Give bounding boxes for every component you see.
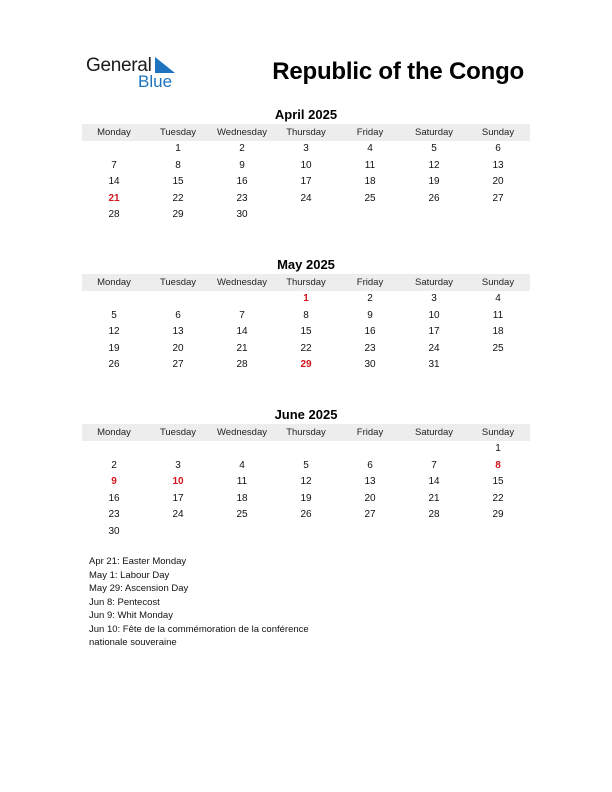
day-cell [210, 441, 274, 458]
day-cell [274, 441, 338, 458]
weekday-label: Tuesday [159, 427, 197, 438]
weekday-label: Tuesday [159, 277, 197, 288]
day-cell: 30 [364, 359, 376, 370]
day-cell: 4 [367, 143, 373, 154]
day-cell: 16 [108, 492, 120, 504]
day-cell: 28 [236, 359, 248, 370]
weekday-label: Wednesday [217, 427, 267, 438]
weekday-label: Friday [356, 427, 384, 438]
day-cell [402, 441, 466, 458]
day-cell: 25 [236, 509, 248, 520]
day-cell: 18 [492, 326, 504, 337]
day-cell [274, 524, 338, 541]
day-cell: 27 [172, 359, 184, 370]
day-cell: 20 [364, 492, 376, 504]
weekday-label: Saturday [414, 127, 454, 138]
day-cell: 28 [428, 509, 440, 520]
day-cell: 3 [175, 459, 181, 471]
day-cell: 15 [172, 176, 184, 187]
day-cell: 3 [303, 143, 309, 154]
day-cell: 2 [239, 143, 245, 154]
week-row [82, 291, 530, 308]
logo-general-text: General [86, 55, 152, 76]
day-cell: 26 [108, 359, 120, 370]
day-cell: 6 [175, 309, 181, 321]
day-cell [146, 441, 210, 458]
week-row [82, 324, 530, 341]
day-cell: 6 [495, 143, 501, 154]
holiday-day-cell: 8 [495, 459, 501, 471]
day-cell: 23 [364, 342, 376, 354]
day-cell [146, 524, 210, 541]
weekday-label: Saturday [414, 277, 454, 288]
day-cell: 23 [236, 192, 248, 204]
day-cell: 14 [428, 476, 440, 487]
day-cell: 14 [108, 176, 120, 187]
holiday-notes [89, 555, 349, 650]
weekday-label: Friday [356, 277, 384, 288]
day-cell: 8 [303, 309, 309, 321]
day-cell: 6 [367, 459, 373, 471]
weekday-label: Wednesday [217, 277, 267, 288]
day-cell: 26 [300, 509, 312, 520]
day-cell: 30 [236, 209, 248, 220]
weekday-label: Wednesday [217, 127, 267, 138]
holiday-day-cell: 21 [108, 192, 120, 204]
week-row [82, 507, 530, 524]
week-row [82, 174, 530, 191]
logo-blue-text: Blue [138, 72, 173, 91]
day-cell: 7 [239, 309, 245, 321]
weekday-label: Sunday [481, 277, 515, 288]
day-cell [466, 357, 530, 374]
day-cell [466, 207, 530, 224]
day-cell [274, 207, 338, 224]
holiday-note: Jun 10: Fête de la commémoration de la conférence nationale souveraine [89, 623, 309, 648]
day-cell: 5 [431, 143, 437, 154]
holiday-note: Jun 9: Whit Monday [89, 610, 173, 621]
weekday-label: Sunday [481, 127, 515, 138]
day-cell: 24 [172, 509, 184, 520]
day-cell: 18 [236, 492, 248, 504]
day-cell: 15 [492, 476, 504, 487]
week-row [82, 474, 530, 491]
day-cell [466, 524, 530, 541]
day-cell: 1 [495, 443, 501, 454]
weekday-label: Monday [97, 127, 131, 138]
holiday-note: Jun 8: Pentecost [89, 596, 160, 608]
month-calendar [82, 106, 530, 224]
day-cell: 23 [108, 509, 120, 520]
weekday-label: Tuesday [159, 127, 197, 138]
week-row [82, 441, 530, 458]
day-cell: 12 [108, 326, 120, 337]
day-cell: 4 [239, 459, 245, 471]
generalblue-logo [86, 55, 186, 95]
day-cell: 17 [300, 176, 312, 187]
week-row [82, 341, 530, 358]
day-cell: 10 [300, 159, 312, 171]
day-cell: 14 [236, 326, 248, 337]
day-cell: 29 [492, 509, 504, 520]
holiday-note: May 1: Labour Day [89, 569, 170, 581]
day-cell: 27 [492, 192, 504, 204]
day-cell: 20 [172, 342, 184, 354]
day-cell: 17 [172, 492, 184, 504]
holiday-note: Apr 21: Easter Monday [89, 556, 187, 567]
holiday-day-cell: 29 [300, 359, 312, 370]
day-cell [338, 207, 402, 224]
day-cell: 19 [108, 342, 120, 354]
day-cell: 28 [108, 209, 120, 220]
day-cell: 25 [492, 342, 504, 354]
day-cell [146, 291, 210, 308]
holiday-day-cell: 9 [111, 476, 117, 487]
month-title: May 2025 [277, 257, 335, 272]
week-row [82, 308, 530, 325]
day-cell: 31 [428, 359, 440, 370]
day-cell: 24 [300, 192, 312, 204]
day-cell: 8 [175, 159, 181, 171]
week-row [82, 491, 530, 508]
day-cell [210, 291, 274, 308]
month-calendar [82, 406, 530, 540]
holiday-day-cell: 1 [303, 293, 309, 304]
day-cell: 7 [111, 159, 117, 171]
day-cell: 20 [492, 176, 504, 187]
weekday-label: Thursday [286, 127, 326, 138]
month-calendar [82, 256, 530, 374]
day-cell: 22 [172, 192, 184, 204]
month-title: April 2025 [274, 107, 338, 122]
day-cell: 27 [364, 509, 376, 520]
weekday-header-row [82, 124, 530, 141]
weekday-label: Thursday [286, 427, 326, 438]
day-cell: 22 [492, 492, 504, 504]
day-cell: 5 [111, 309, 117, 321]
day-cell: 9 [239, 159, 245, 171]
weekday-label: Monday [97, 277, 131, 288]
day-cell: 11 [236, 476, 248, 487]
day-cell: 11 [492, 309, 504, 321]
day-cell: 12 [300, 476, 312, 487]
day-cell: 13 [172, 326, 184, 337]
day-cell: 4 [495, 293, 501, 304]
day-cell: 2 [111, 459, 117, 471]
day-cell [338, 524, 402, 541]
day-cell: 24 [428, 342, 440, 354]
day-cell: 10 [428, 309, 440, 321]
day-cell: 2 [367, 293, 373, 304]
day-cell: 16 [364, 326, 376, 337]
month-title: June 2025 [274, 407, 338, 422]
weekday-label: Sunday [481, 427, 515, 438]
day-cell [82, 291, 146, 308]
day-cell: 3 [431, 293, 437, 304]
day-cell [82, 141, 146, 158]
day-cell: 1 [175, 143, 181, 154]
day-cell: 13 [492, 159, 504, 171]
weekday-header-row [82, 424, 530, 441]
day-cell: 5 [303, 459, 309, 471]
weekday-header-row [82, 274, 530, 291]
day-cell [338, 441, 402, 458]
day-cell: 7 [431, 459, 437, 471]
day-cell: 9 [367, 309, 373, 321]
day-cell: 30 [108, 525, 120, 537]
day-cell [402, 524, 466, 541]
week-row [82, 207, 530, 224]
page-title: Republic of the Congo [272, 58, 524, 85]
weekday-label: Friday [356, 127, 384, 138]
week-row [82, 357, 530, 374]
day-cell: 26 [428, 192, 440, 204]
weekday-label: Saturday [414, 427, 454, 438]
week-row [82, 158, 530, 175]
day-cell: 29 [172, 209, 184, 220]
day-cell: 13 [364, 476, 376, 487]
holiday-note: May 29: Ascension Day [89, 583, 189, 594]
day-cell: 25 [364, 192, 376, 204]
day-cell: 18 [364, 176, 376, 187]
day-cell: 19 [300, 492, 312, 504]
day-cell [402, 207, 466, 224]
day-cell [210, 524, 274, 541]
day-cell [82, 441, 146, 458]
day-cell: 19 [428, 176, 440, 187]
weekday-label: Monday [97, 427, 131, 438]
day-cell: 16 [236, 176, 248, 187]
day-cell: 12 [428, 159, 440, 171]
week-row [82, 524, 530, 541]
day-cell: 21 [428, 492, 440, 504]
holiday-day-cell: 10 [172, 476, 184, 487]
logo-triangle-icon [155, 57, 175, 73]
week-row [82, 458, 530, 475]
week-row [82, 141, 530, 158]
day-cell: 11 [364, 159, 376, 171]
day-cell: 21 [236, 342, 248, 354]
day-cell: 15 [300, 326, 312, 337]
day-cell: 17 [428, 326, 440, 337]
day-cell: 22 [300, 342, 312, 354]
weekday-label: Thursday [286, 277, 326, 288]
week-row [82, 191, 530, 208]
